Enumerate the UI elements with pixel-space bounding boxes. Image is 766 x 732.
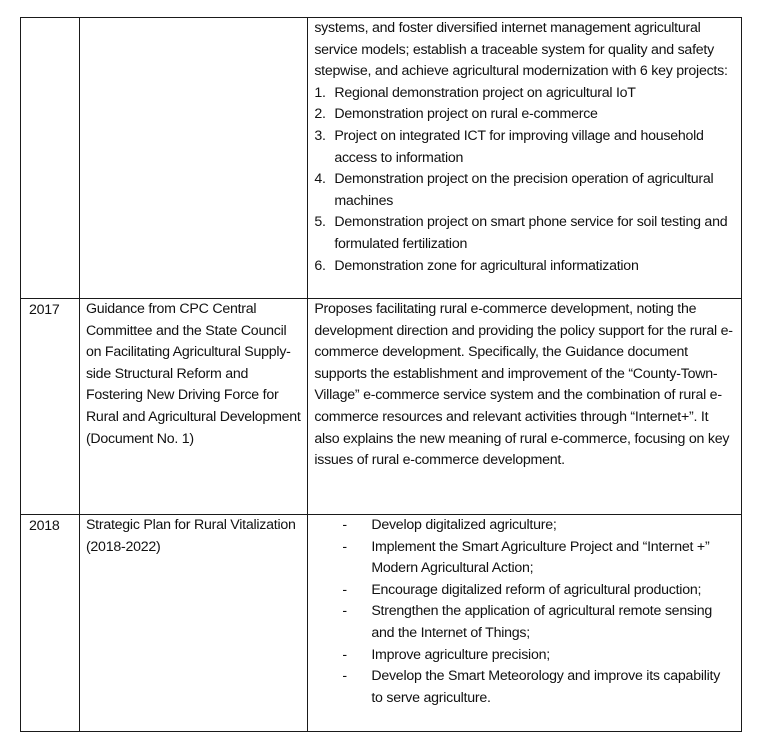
year-cell: 2018 (21, 515, 80, 732)
policy-description-cell: Proposes facilitating rural e-commerce development, noting the development direction and providing the policy support for the rural e-commerce development. Specifically, the Guidance document supports the establishment and improvement of the “County-Town-Village” e-commerce service system and the combination of rural e-commerce resources and relevant activities through “Internet+”. It also explains the new meaning of rural e-commerce, focusing on key issues of rural e-commerce development. (308, 299, 742, 515)
list-number: 4. (314, 171, 326, 188)
list-number: 6. (314, 257, 326, 274)
dash-bullet: - (342, 538, 347, 555)
list-item (314, 515, 735, 537)
table-row (21, 18, 742, 299)
policy-table (20, 17, 742, 732)
dash-bullet: - (342, 603, 347, 620)
list-item-text: Regional demonstration project on agricultural IoT (334, 84, 636, 101)
list-item (314, 645, 735, 667)
list-number: 2. (314, 106, 326, 123)
list-item-text: Demonstration project on the precision operation of agricultural machines (334, 171, 714, 209)
list-item-text: Strengthen the application of agricultural remote sensing and the Internet of Things; (371, 603, 712, 641)
policy-description-text: systems, and foster diversified internet management agricultural service models; establish a traceable system for quality and safety stepwise, and achieve agricultural modernization with 6 key projects: (314, 20, 728, 80)
dash-bullet: - (342, 517, 347, 533)
list-number: 5. (314, 214, 326, 231)
list-item-text: Develop digitalized agriculture; (371, 517, 557, 533)
table-row (21, 299, 742, 515)
list-item-text: Implement the Smart Agriculture Project and “Internet +” Modern Agricultural Action; (371, 538, 710, 577)
list-item (314, 83, 735, 105)
list-item-text: Demonstration project on rural e-commerce (334, 106, 598, 123)
list-item-text: Project on integrated ICT for improving village and household access to information (334, 127, 704, 166)
list-item (314, 212, 735, 255)
dash-bullet: - (342, 646, 347, 663)
list-item-text: Develop the Smart Meteorology and improve its capability to serve agriculture. (371, 668, 721, 706)
list-item (314, 256, 735, 278)
year-cell: 2017 (21, 299, 80, 515)
list-item (314, 666, 735, 709)
strategy-actions-list (314, 515, 735, 709)
list-number: 3. (314, 127, 326, 144)
list-item (314, 580, 735, 602)
year-cell (21, 18, 80, 299)
list-item-text: Encourage digitalized reform of agricultural production; (371, 581, 702, 598)
dash-bullet: - (342, 668, 347, 685)
list-item (314, 104, 735, 126)
policy-description-cell (308, 18, 742, 299)
table-row (21, 515, 742, 732)
policy-description-cell (308, 515, 742, 732)
dash-bullet: - (342, 581, 347, 598)
policy-title-cell: Guidance from CPC Central Committee and the State Council on Facilitating Agricultural Supply-side Structural Reform and Fostering New Driving Force for Rural and Agricultural Development (Document No. 1) (79, 299, 307, 515)
policy-title-cell: Strategic Plan for Rural Vitalization (2018-2022) (79, 515, 307, 732)
list-item-text: Demonstration project on smart phone service for soil testing and formulated fertilization (334, 214, 728, 252)
list-item-text: Demonstration zone for agricultural informatization (334, 257, 639, 274)
list-item-text: Improve agriculture precision; (371, 646, 550, 663)
list-item (314, 126, 735, 169)
list-item (314, 169, 735, 212)
list-number: 1. (314, 84, 326, 101)
policy-title-cell (79, 18, 307, 299)
list-item (314, 537, 735, 580)
list-item (314, 601, 735, 644)
key-projects-list (314, 83, 735, 277)
